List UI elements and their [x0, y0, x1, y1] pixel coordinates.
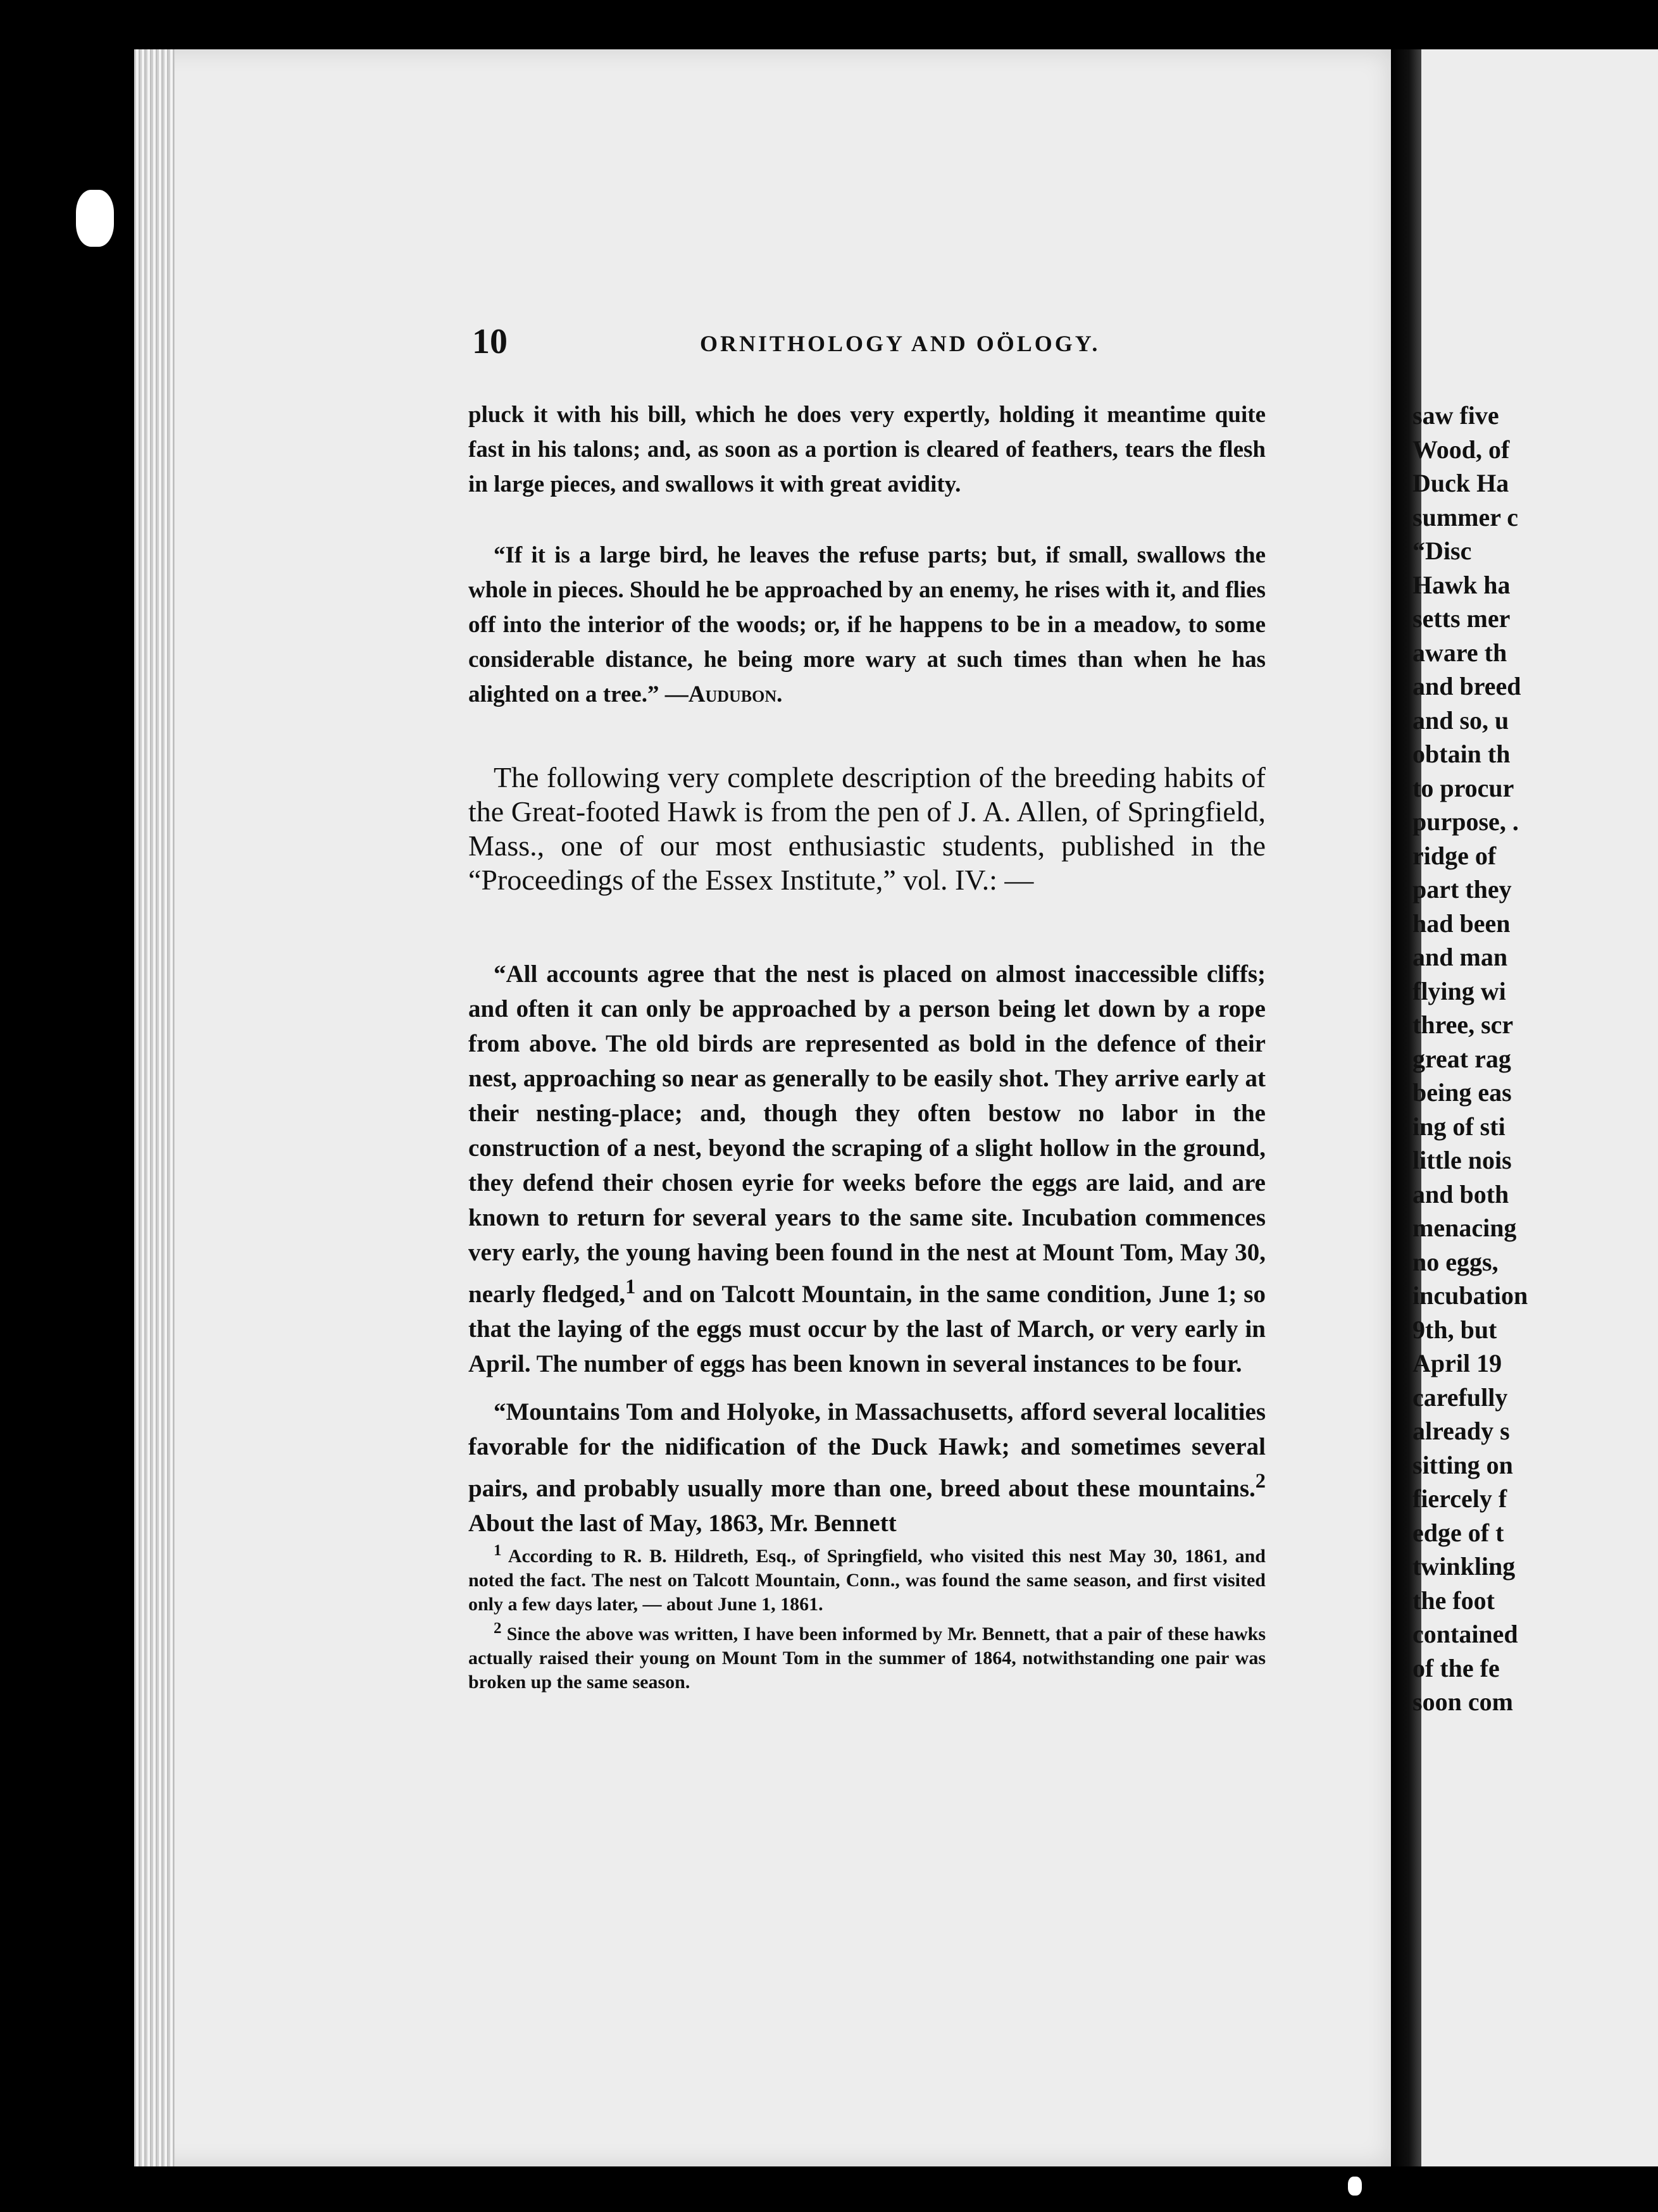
paragraph-3 — [468, 761, 1266, 897]
footnote-1 — [468, 1539, 1266, 1617]
facing-page-line: sitting on — [1412, 1450, 1513, 1479]
paragraph-text — [468, 538, 1266, 712]
paragraph-text — [468, 957, 1266, 1381]
facing-page-line: Wood, of — [1412, 435, 1510, 464]
facing-page-line: obtain th — [1412, 740, 1511, 768]
facing-page-line: aware th — [1412, 638, 1507, 667]
facing-page-line: “Disc — [1412, 537, 1472, 565]
facing-page-line: ing of sti — [1412, 1112, 1505, 1141]
facing-page-line: and man — [1412, 943, 1508, 971]
facing-page-line: menacing — [1412, 1214, 1517, 1242]
facing-page-line: and breed — [1412, 672, 1521, 700]
facing-page-line: the foot — [1412, 1586, 1495, 1615]
paragraph-segment: About the last of May, 1863, Mr. Bennett — [468, 1510, 897, 1537]
paragraph-1 — [468, 397, 1266, 502]
facing-page-line: great rag — [1412, 1044, 1511, 1073]
footnote-text: Since the above was written, I have been informed by Mr. Bennett, that a pair of these hawks actually raised their young on Mount Tom in the summer of 1864, notwithstanding one pair was broken up the same season. — [468, 1624, 1266, 1693]
quote-author: Audubon. — [688, 681, 783, 707]
facing-page-line: purpose, . — [1412, 807, 1519, 836]
facing-page-line: contained — [1412, 1620, 1518, 1648]
facing-page-line: edge of t — [1412, 1518, 1504, 1547]
page-edge — [134, 49, 175, 2166]
facing-page-line: carefully — [1412, 1382, 1508, 1412]
facing-page-line: Hawk ha — [1412, 570, 1511, 599]
footnote-ref-1: 1 — [625, 1276, 636, 1298]
footnote-2 — [468, 1617, 1266, 1694]
facing-page-line: had been — [1412, 909, 1511, 938]
scan-speck — [76, 190, 114, 247]
running-head: ORNITHOLOGY AND OÖLOGY. — [700, 331, 1100, 356]
paragraph-text: pluck it with his bill, which he does very expertly, holding it meantime quite fast in his talons; and, as soon as a portion is cleared of feathers, tears the flesh in large pieces, and swallows it with great avidity. — [468, 402, 1266, 497]
paragraph-text: The following very complete description of the breeding habits of the Great-footed Hawk is from the pen of J. A. Allen, of Springfield, Mass., one of our most enthusiastic students, published in the “Proceedings of the Essex Institute,” vol. IV.: — — [468, 761, 1266, 896]
facing-page-line: 9th, but — [1412, 1315, 1497, 1344]
paragraph-text — [468, 1395, 1266, 1541]
facing-page-line: three, scr — [1412, 1010, 1514, 1039]
facing-page-line: being eas — [1412, 1078, 1512, 1107]
quote-text: “If it is a large bird, he leaves the refuse parts; but, if small, swallows the whole in pieces. Should he be approached by an enemy, he rises with it, and flies off into the interior of the woods; or, if he happens to be in a meadow, to some considerable distance, he being more wary at such times than when he has alighted on a tree.” — — [468, 542, 1266, 707]
paragraph-2 — [468, 538, 1266, 712]
paragraph-segment: “Mountains Tom and Holyoke, in Massachusetts, afford several localities favorable for the nidification of the Duck Hawk; and sometimes several pairs, and probably usually more than one, breed about these mountains. — [468, 1398, 1266, 1502]
facing-page-line: Duck Ha — [1412, 469, 1509, 497]
facing-page-line: and so, u — [1412, 705, 1509, 735]
footnote-ref-2: 2 — [1255, 1470, 1266, 1493]
facing-page-line: twinkling — [1412, 1552, 1516, 1581]
paragraph-5 — [468, 1395, 1266, 1541]
facing-page-line: fiercely f — [1412, 1484, 1507, 1513]
paragraph-segment: “All accounts agree that the nest is placed on almost inaccessible cliffs; and often it can only be approached by a person being let down by a rope from above. The old birds are represented as bold in the defence of their nest, approaching so near as generally to be easily shot. They arrive early at their nesting-place; and, though they often bestow no labor in the construction of a nest, beyond the scraping of a slight hollow in the ground, they defend their chosen eyrie for weeks before the eggs are laid, and are known to return for several years to the same site. Incubation commences very early, the young having been found in the nest at Mount Tom, May 30, nearly fledged, — [468, 960, 1266, 1308]
footnote-mark: 2 — [494, 1620, 502, 1637]
facing-page-line: ridge of — [1412, 841, 1497, 870]
paragraph-4 — [468, 957, 1266, 1381]
facing-page-line: setts mer — [1412, 604, 1511, 633]
facing-page-line: part they — [1412, 875, 1512, 904]
facing-page-line: summer c — [1412, 502, 1518, 531]
footnote-text: According to R. B. Hildreth, Esq., of Springfield, who visited this nest May 30, 1861, and noted the fact. The nest on Talcott Mountain, Conn., was found the same season, and first visited only a few days later, — about June 1, 1861. — [468, 1546, 1266, 1615]
facing-page-line: little nois — [1412, 1146, 1512, 1174]
facing-page-line: already s — [1412, 1417, 1510, 1445]
facing-page-text — [1412, 399, 1658, 1719]
facing-page-line: flying wi — [1412, 976, 1506, 1005]
footnotes — [468, 1539, 1266, 1694]
facing-page-line: April 19 — [1412, 1349, 1502, 1377]
facing-page-line: to procur — [1412, 773, 1514, 802]
facing-page-line: soon com — [1412, 1687, 1513, 1716]
footnote-mark: 1 — [494, 1542, 502, 1559]
facing-page-line: no eggs, — [1412, 1247, 1499, 1276]
scan-speck-2 — [1348, 2177, 1362, 2196]
facing-page-line: of the fe — [1412, 1653, 1500, 1682]
paragraph-segment: and on Talcott Mountain, in the same condition, June 1; so that the laying of the eggs must occur by the last of March, or very early in April. The number of eggs has been known in several instances to be four. — [468, 1281, 1266, 1377]
page-header — [472, 321, 1269, 372]
page-number: 10 — [472, 322, 508, 361]
facing-page-line: incubation — [1412, 1281, 1528, 1310]
facing-page-line: and both — [1412, 1179, 1509, 1209]
facing-page-line: saw five — [1412, 401, 1499, 430]
